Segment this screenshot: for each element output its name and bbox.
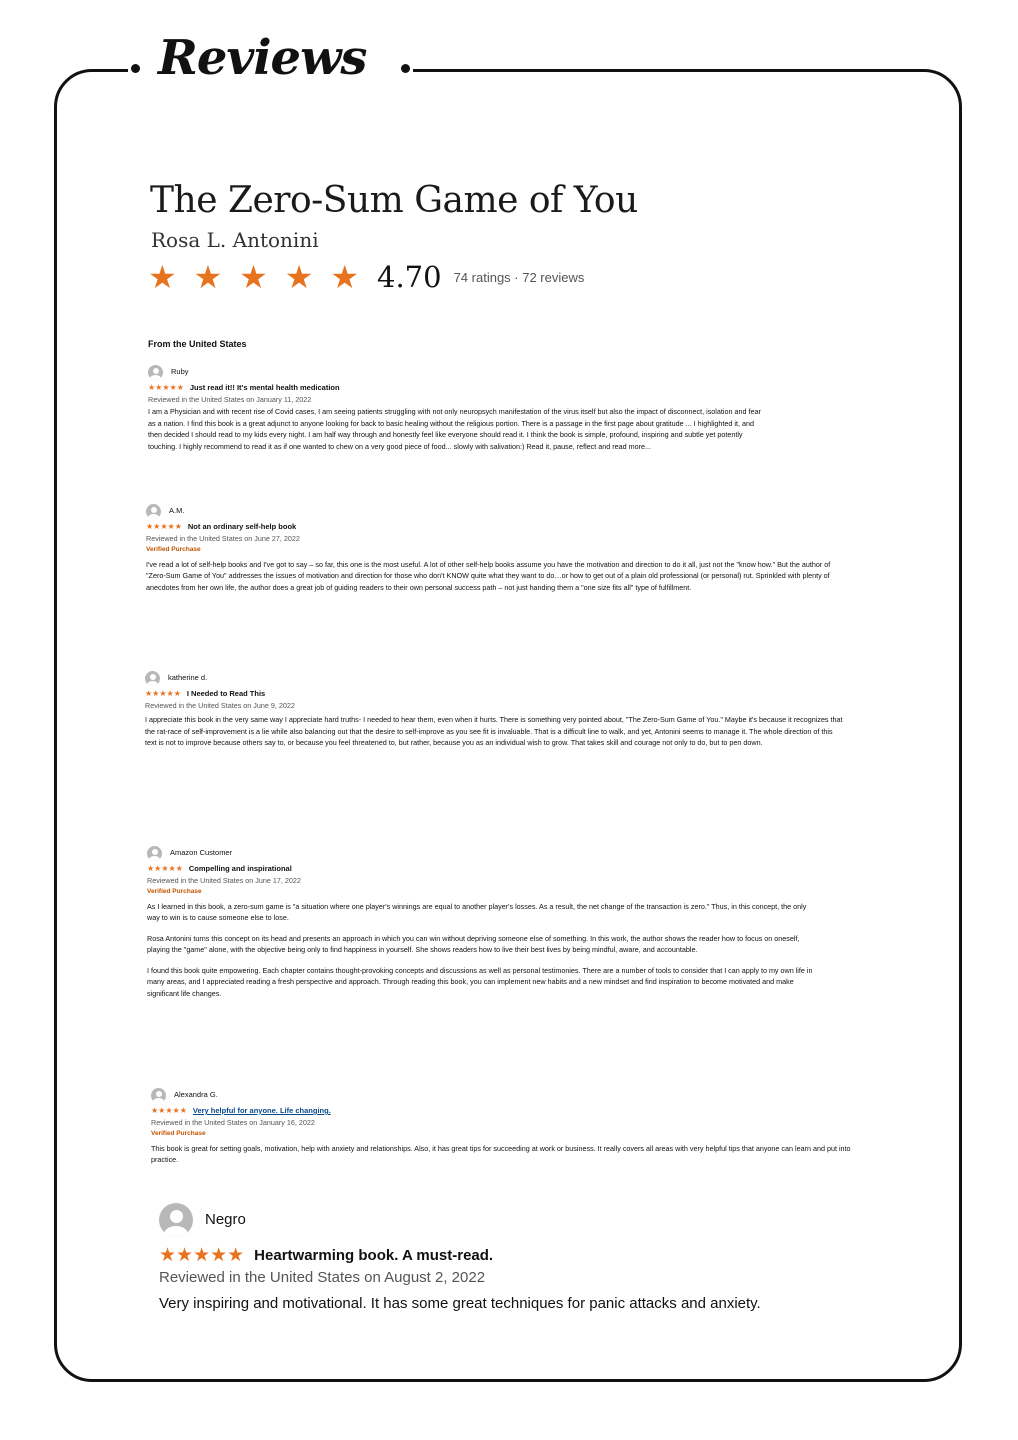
review-date: Reviewed in the United States on January 11, 2022 [148, 394, 312, 404]
review-card [145, 669, 845, 758]
left-dot-ornament [131, 64, 140, 73]
review-paragraph: Rosa Antonini turns this concept on its head and presents an approach in which you can win without depriving someone else of something. In this work, the author shows the reader how to focus on oneself, playing the "game" alone, with the objective being only to find happiness in yourself. She shows readers how to live their best lives by being mindful, aware, and accountable. [147, 933, 802, 954]
average-rating: 4.70 [377, 260, 442, 294]
review-title[interactable]: Not an ordinary self-help book [187, 522, 297, 531]
reviewer-name[interactable]: Amazon Customer [170, 848, 233, 858]
review-stars-icon: ★★★★★ [148, 383, 184, 392]
review-date: Reviewed in the United States on June 17, 2022 [147, 875, 301, 885]
review-title[interactable]: I Needed to Read This [186, 689, 266, 698]
review-paragraph: I appreciate this book in the very same way I appreciate hard truths- I needed to hear them, even when it hurts. There is something very pointed about, "The Zero-Sum Game of You." Maybe it's because it recognizes that the rat-race of self-improvement is a lie while also balancing out that the desire to self-improve as you see fit is invaluable. That is a difficult line to walk, and yet, Antonini seems to manage it. The whole direction of this text is not to improve because others say to, or because you feel threatened to, but rather, because you as an individual wish to grow. That takes skill and courage not only to do, but to pen down. [145, 715, 845, 747]
avatar-icon [148, 365, 163, 380]
review-body [146, 559, 846, 594]
review-body [147, 901, 819, 1000]
book-title: The Zero-Sum Game of You [150, 180, 638, 221]
review-title[interactable]: Heartwarming book. A must-read. [254, 1247, 494, 1264]
review-date: Reviewed in the United States on August 2, 2022 [159, 1269, 486, 1286]
avatar-icon [146, 504, 161, 519]
avatar-icon [147, 846, 162, 861]
review-card [159, 1201, 859, 1324]
review-body [151, 1143, 851, 1166]
rating-summary [148, 260, 584, 294]
review-paragraph: This book is great for setting goals, motivation, help with anxiety and relationships. Also, it has great tips for succeeding at work or business. It really covers all areas with very helpful tips that anyone can learn and put into practice. [151, 1143, 853, 1164]
review-paragraph: I am a Physician and with recent rise of Covid cases, I am seeing patients struggling with not only neuropsych manifestation of the virus itself but also the impact of disconnect, isolation and fear as a nation. I find this book is a great adjunct to anyone looking for back to basic healing without the religious portion. There is a passage in the first page about gratitude ... I highlighted it, and then decided I should read to my kids every night. I am half way through and honestly feel like everyone should read it. I think the book is simple, profound, inspiring and subtle yet potently touching. I highly recommend to read it as if one wanted to chew on a very good piece of food... slowly with salivation:) Read it, pause, reflect and read more... [148, 407, 763, 451]
review-body [148, 406, 763, 452]
review-title[interactable]: Just read it!! It's mental health medication [189, 383, 340, 392]
review-title[interactable]: Compelling and inspirational [188, 864, 292, 873]
reviewer-name[interactable]: A.M. [169, 506, 185, 516]
rating-count[interactable]: 74 ratings · 72 reviews [453, 269, 585, 285]
review-card [148, 363, 763, 461]
review-stars-icon: ★★★★★ [146, 522, 182, 531]
right-dot-ornament [401, 64, 410, 73]
review-card [146, 502, 846, 602]
review-paragraph: I've read a lot of self-help books and I've got to say – so far, this one is the most useful. A lot of other self-help books assume you have the motivation and direction to do it all, just not the "know how." But the author of "Zero-Sum Game of You" addresses the issues of motivation and direction for those who don't KNOW quite what they want to do…or how to get out of a plain old professional (or personal) rut. Sprinkled with plenty of anecdotes from her own life, the author does a great job of guiding readers to their own personal success path – not just handing them a "one size fits all" type of fulfillment. [146, 559, 833, 592]
region-label: From the United States [148, 339, 247, 349]
avatar-icon [145, 671, 160, 686]
reviews-heading: Reviews [158, 30, 367, 86]
reviewer-name[interactable]: Negro [205, 1211, 246, 1228]
avatar-icon [151, 1088, 166, 1103]
review-date: Reviewed in the United States on June 27, 2022 [146, 533, 300, 543]
review-stars-icon: ★★★★★ [147, 864, 183, 873]
review-paragraph: Very inspiring and motivational. It has some great techniques for panic attacks and anxiety. [159, 1295, 761, 1312]
review-stars-icon: ★★★★★ [159, 1245, 245, 1266]
review-card [151, 1086, 851, 1175]
review-date: Reviewed in the United States on June 9, 2022 [145, 700, 295, 710]
review-stars-icon: ★★★★★ [145, 689, 181, 698]
avatar-icon [159, 1203, 193, 1237]
review-body [145, 714, 845, 749]
review-title-link[interactable]: Very helpful for anyone. Life changing. [192, 1106, 331, 1115]
review-body [159, 1293, 859, 1315]
star-rating-icons: ★ ★ ★ ★ ★ [148, 259, 363, 295]
reviewer-name[interactable]: Alexandra G. [174, 1090, 218, 1100]
review-date: Reviewed in the United States on January 16, 2022 [151, 1117, 315, 1127]
reviewer-name[interactable]: Ruby [171, 367, 189, 377]
review-paragraph: I found this book quite empowering. Each chapter contains thought-provoking concepts and discussions as well as personal testimonies. There are a number of tools to consider that I can apply to my own life in many areas, and I appreciated reading a fresh perspective and approach. Through reading this book, you can implement new habits and a new mindset and find inspiration to become motivated and make significant life changes. [147, 965, 815, 998]
verified-purchase-badge: Verified Purchase [146, 546, 201, 553]
review-paragraph: As I learned in this book, a zero-sum game is "a situation where one player's winnings are equal to another player's losses. As a result, the net change of the transaction is zero." Thus, in this concept, the only way to win is to cause someone else to lose. [147, 901, 809, 922]
book-author: Rosa L. Antonini [151, 228, 319, 252]
verified-purchase-badge: Verified Purchase [147, 888, 202, 895]
reviewer-name[interactable]: katherine d. [168, 673, 208, 683]
review-card [147, 844, 819, 1008]
review-stars-icon: ★★★★★ [151, 1106, 187, 1115]
verified-purchase-badge: Verified Purchase [151, 1130, 206, 1137]
